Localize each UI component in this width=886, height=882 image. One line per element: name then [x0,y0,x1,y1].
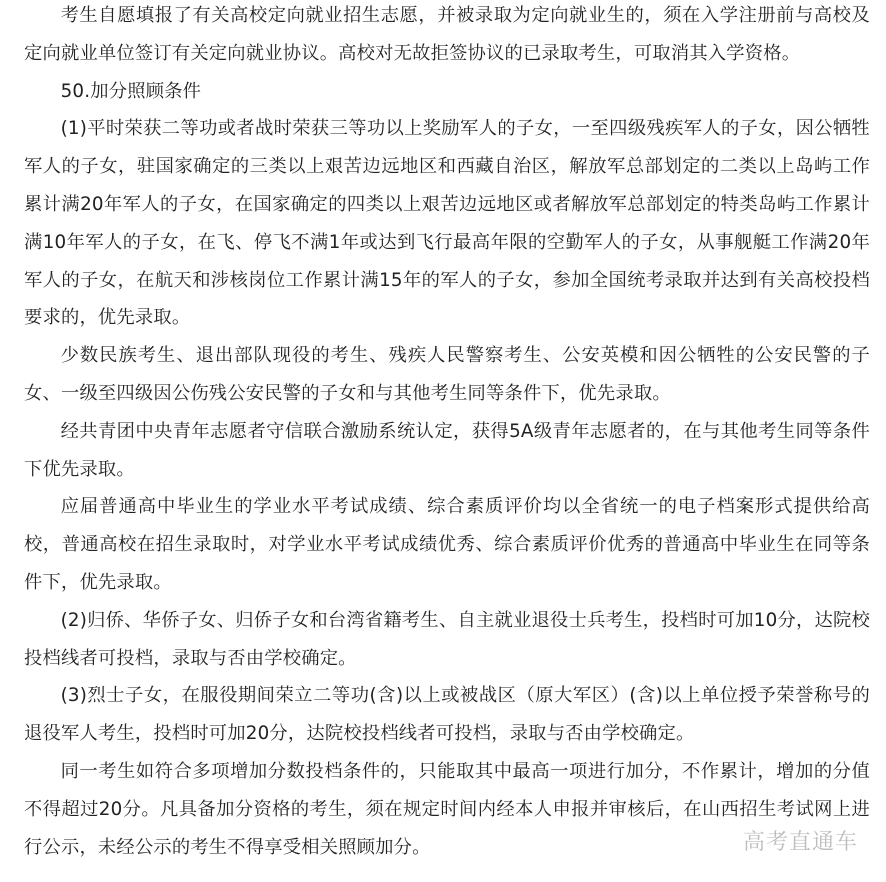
paragraph-military-children: (1)平时荣获二等功或者战时荣获三等功以上奖励军人的子女，一至四级残疾军人的子女，因公牺牲军人的子女，驻国家确定的三类以上艰苦边远地区和西藏自治区，解放军总部划定的二类以上岛屿工作累计满20年军人的子女，在国家确定的四类以上艰苦边远地区或者解放军总部划定的特类岛屿工作累计满10年军人的子女，在飞、停飞不满1年或达到飞行最高年限的空勤军人的子女，从事舰艇工作满20年军人的子女，在航天和涉核岗位工作累计满15年的军人的子女，参加全国统考录取并达到有关高校投档要求的，优先录取。 [24,118,870,329]
paragraph-academic-evaluation: 应届普通高中毕业生的学业水平考试成绩、综合素质评价均以全省统一的电子档案形式提供给高校，普通高校在招生录取时，对学业水平考试成绩优秀、综合素质评价优秀的普通高中毕业生在同等条件下，优先录取。 [24,496,870,593]
paragraph-overseas-chinese: (2)归侨、华侨子女、归侨子女和台湾省籍考生、自主就业退役士兵考生，投档时可加10分，达院校投档线者可投档，录取与否由学校确定。 [24,609,870,669]
paragraph-multiple-bonus: 同一考生如符合多项增加分数投档条件的，只能取其中最高一项进行加分，不作累计，增加的分值不得超过20分。凡具备加分资格的考生，须在规定时间内经本人申报并审核后，在山西招生考试网上进行公示，未经公示的考生不得享受相关照顾加分。 [24,760,870,858]
document-body [24,0,870,866]
paragraph-directed-employment: 考生自愿填报了有关高校定向就业招生志愿，并被录取为定向就业生的，须在入学注册前与高校及定向就业单位签订有关定向就业协议。高校对无故拒签协议的已录取考生，可取消其入学资格。 [24,5,870,64]
paragraph-ethnic-minority: 少数民族考生、退出部队现役的考生、残疾人民警察考生、公安英模和因公牺牲的公安民警的子女、一级至四级因公伤残公安民警的子女和与其他考生同等条件下，优先录取。 [24,345,870,404]
watermark-text: 高考直通车 [742,830,858,855]
section-heading-bonus-conditions: 50.加分照顾条件 [60,80,202,102]
paragraph-volunteer: 经共青团中央青年志愿者守信联合激励系统认定，获得5A级青年志愿者的，在与其他考生同等条件下优先录取。 [24,420,870,480]
paragraph-martyr-children: (3)烈士子女，在服役期间荣立二等功(含)以上或被战区（原大军区）(含)以上单位授予荣誉称号的退役军人考生，投档时可加20分，达院校投档线者可投档，录取与否由学校确定。 [24,685,870,745]
